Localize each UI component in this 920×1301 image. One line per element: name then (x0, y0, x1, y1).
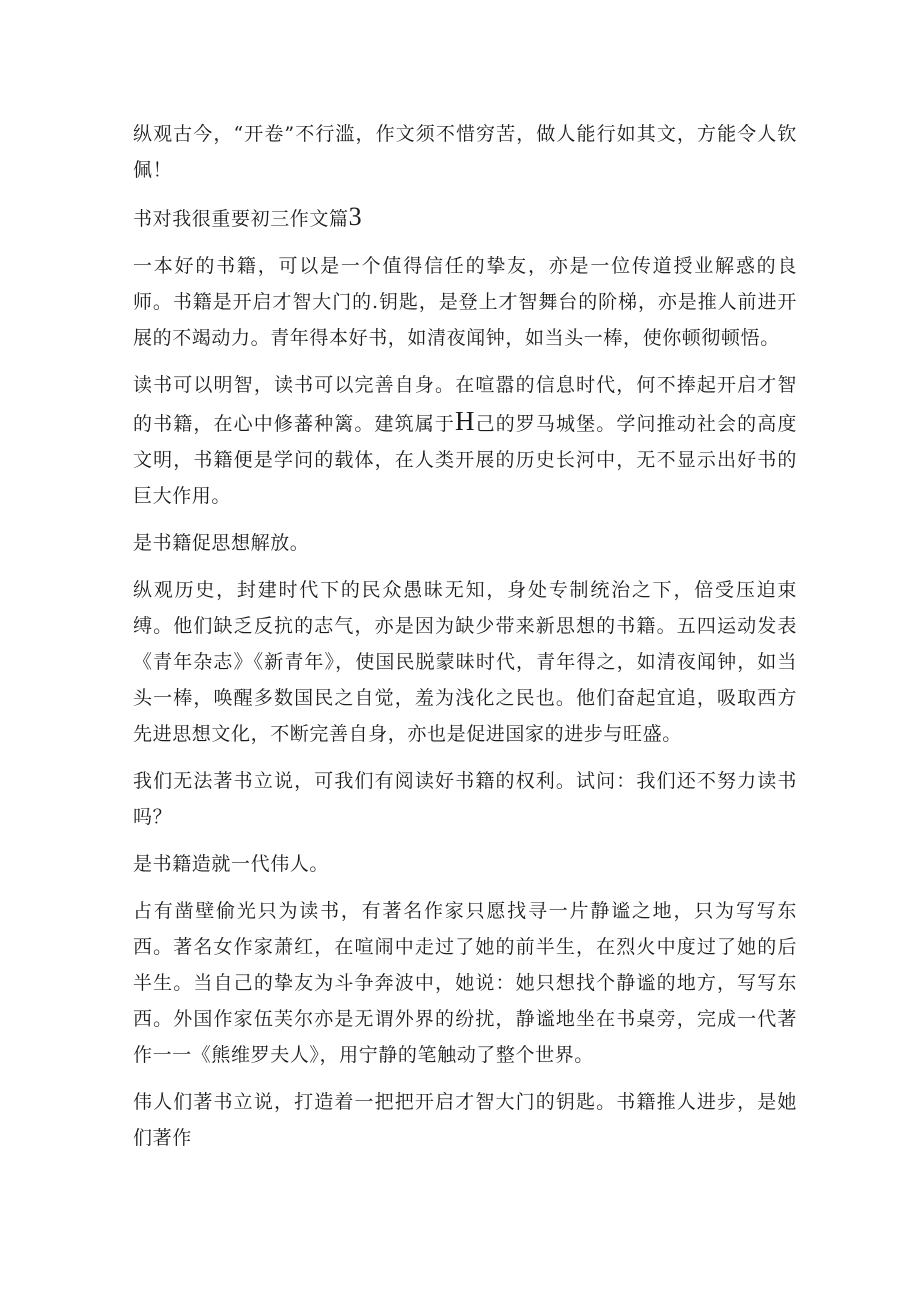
paragraph-right-to-read: 我们无法著书立说，可我们有阅读好书籍的权利。试问：我们还不努力读书吗？ (133, 770, 797, 828)
paragraph-reading-wisdom-part1: 读书可以明智，读书可以完善自身。在喧嚣的信息时代，何不捧起开启才智的书籍，在心中修蕃种篱。建筑属于 (133, 374, 797, 435)
document-body (133, 116, 797, 1167)
paragraph-reading-wisdom-letter: H (454, 406, 476, 436)
paragraph-key-to-wisdom: 伟人们著书立说，打造着一把把开启才智大门的钥匙。书籍推人进步，是她们著作 (133, 1091, 797, 1149)
paragraph-thought-liberation: 是书籍促思想解放。 (133, 532, 310, 554)
essay-heading (133, 199, 797, 237)
paragraph-history: 纵观历史，封建时代下的民众愚昧无知，身处专制统治之下，倍受压迫束缚。他们缺乏反抗的志气，亦是因为缺少带来新思想的书籍。五四运动发表《青年杂志》《新青年》，使国民脱蒙昧时代，青年得之，如清夜闻钟，如当头一棒，唤醒多数国民之自觉，羞为浅化之民也。他们奋起宜追，吸取西方先进思想文化，不断完善自身，亦也是促进国家的进步与旺盛。 (133, 579, 797, 745)
paragraph-great-people: 是书籍造就一代伟人。 (133, 853, 330, 875)
paragraph-writers: 占有凿壁偷光只为读书，有著名作家只愿找寻一片静谧之地，只为写写东西。著名女作家萧红，在喧闹中走过了她的前半生，在烈火中度过了她的后半生。当自己的挚友为斗争奔波中，她说：她只想找个静谧的地方，写写东西。外国作家伍芙尔亦是无谓外界的纷扰，静谧地坐在书桌旁，完成一代著作一一《熊维罗夫人》，用宁静的笔触动了整个世界。 (133, 900, 797, 1066)
essay-heading-text: 书对我很重要初三作文篇 (133, 208, 349, 230)
paragraph-good-book: 一本好的书籍，可以是一个值得信任的挚友，亦是一位传道授业解惑的良师。书籍是开启才智大门的.钥匙，是登上才智舞台的阶梯，亦是推人前进开展的不竭动力。青年得本好书，如清夜闻钟，如当头一棒，使你顿彻顿悟。 (133, 255, 797, 349)
paragraph-intro-conclusion: 纵观古今，“开卷”不行滥，作文须不惜穷苦，做人能行如其文，方能令人钦佩！ (133, 123, 797, 181)
paragraph-reading-wisdom (133, 367, 797, 514)
paragraph-reading-wisdom-part2: 己的罗马城堡。学问推动社会的高度文明，书籍便是学问的载体，在人类开展的历史长河中，无不显示出好书的巨大作用。 (133, 413, 797, 507)
essay-heading-number: 3 (348, 202, 363, 231)
